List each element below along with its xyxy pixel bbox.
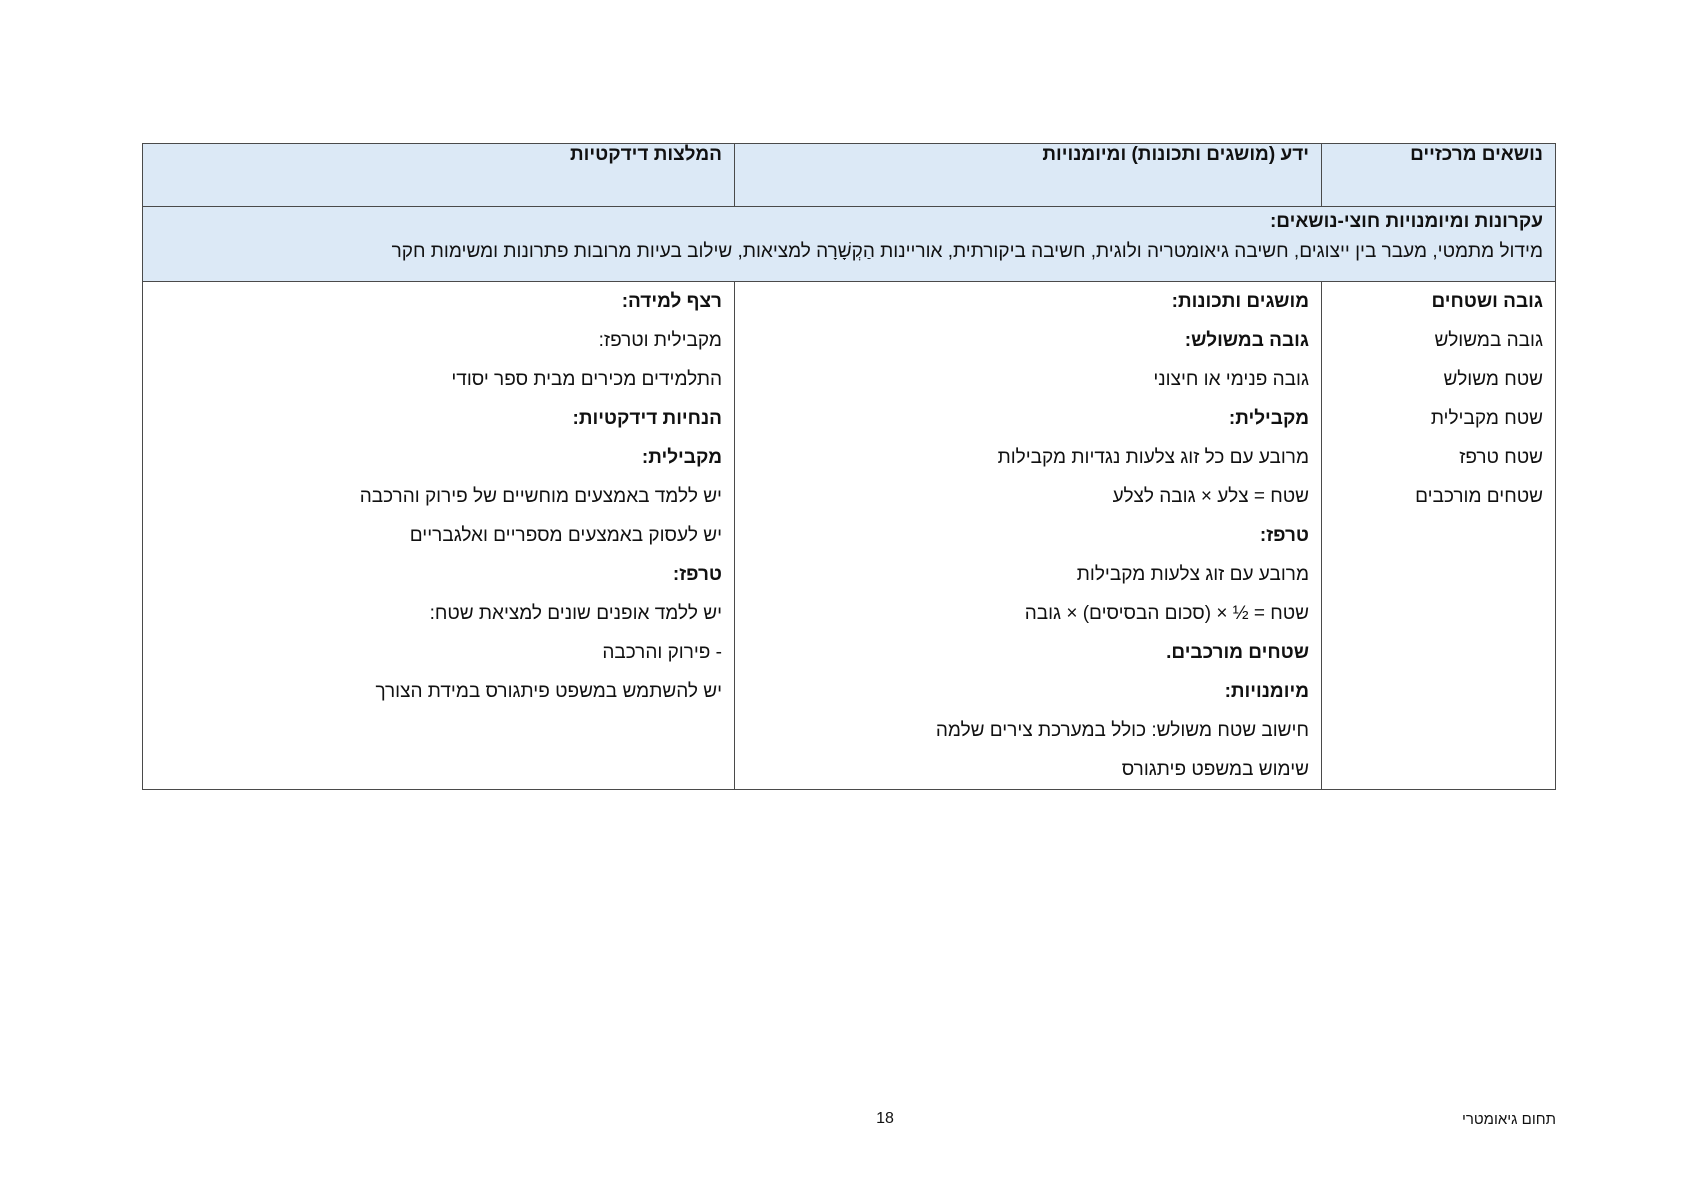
recommendation-line: יש ללמד באמצעים מוחשיים של פירוק והרכבה [359, 486, 722, 507]
recommendation-line: טרפז: [672, 564, 722, 585]
content-row [143, 282, 1556, 790]
knowledge-line: שימוש במשפט פיתגורס [1121, 759, 1309, 780]
footer-domain: תחום גיאומטרי [1461, 1111, 1556, 1128]
topic-line: גובה ושטחים [1431, 291, 1543, 312]
knowledge-line: שטח = צלע × גובה לצלע [1112, 486, 1309, 507]
knowledge-line: מיומנויות: [1224, 681, 1309, 702]
curriculum-table [142, 143, 1556, 790]
recommendation-line: יש להשתמש במשפט פיתגורס במידת הצורך [375, 681, 722, 702]
cross-topic-title: עקרונות ומיומנויות חוצי-נושאים: [1269, 211, 1543, 232]
cross-topic-row [143, 207, 1556, 282]
knowledge-line: מרובע עם זוג צלעות מקבילות [1076, 564, 1309, 585]
topic-line: שטח טרפז [1459, 447, 1543, 468]
knowledge-line: גובה פנימי או חיצוני [1153, 369, 1309, 390]
topic-line: שטחים מורכבים [1415, 486, 1543, 507]
recommendation-line: - פירוק והרכבה [602, 642, 722, 663]
knowledge-line: שטח = ½ × (סכום הבסיסים) × גובה [1024, 603, 1309, 624]
recommendation-line: התלמידים מכירים מבית ספר יסודי [451, 369, 722, 390]
recommendation-line: יש ללמד אופנים שונים למציאת שטח: [429, 603, 722, 624]
topics-cell [1322, 282, 1556, 790]
knowledge-line: טרפז: [1259, 525, 1309, 546]
recommendation-line: מקבילית וטרפז: [598, 330, 722, 351]
knowledge-line: מרובע עם כל זוג צלעות נגדיות מקבילות [997, 447, 1309, 468]
header-recommendations: המלצות דידקטיות [143, 144, 735, 207]
header-topics: נושאים מרכזיים [1322, 144, 1556, 207]
knowledge-line: שטחים מורכבים. [1166, 642, 1309, 663]
cross-topic-text: מידול מתמטי, מעבר בין ייצוגים, חשיבה גיאומטריה ולוגית, חשיבה ביקורתית, אוריינות הַקְשָׁרָה למציאות, שילוב בעיות מרובות פתרונות ומשימות חקר [391, 241, 1543, 262]
topic-line: שטח מקבילית [1430, 408, 1543, 429]
header-knowledge: ידע (מושגים ותכונות) ומיומנויות [735, 144, 1322, 207]
page-number: 18 [876, 1110, 894, 1127]
knowledge-line: מושגים ותכונות: [1171, 291, 1309, 312]
recommendation-line: מקבילית: [641, 447, 722, 468]
knowledge-line: גובה במשולש: [1184, 330, 1309, 351]
topic-line: שטח משולש [1443, 369, 1543, 390]
knowledge-line: חישוב שטח משולש: כולל במערכת צירים שלמה [935, 720, 1309, 741]
cross-topic-cell [143, 207, 1556, 282]
topic-line: גובה במשולש [1434, 330, 1543, 351]
knowledge-line: מקבילית: [1228, 408, 1309, 429]
recommendation-line: רצף למידה: [621, 291, 722, 312]
recommendations-cell [143, 282, 735, 790]
knowledge-cell [735, 282, 1322, 790]
header-row [143, 144, 1556, 207]
recommendation-line: יש לעסוק באמצעים מספריים ואלגבריים [409, 525, 722, 546]
recommendation-line: הנחיות דידקטיות: [572, 408, 722, 429]
